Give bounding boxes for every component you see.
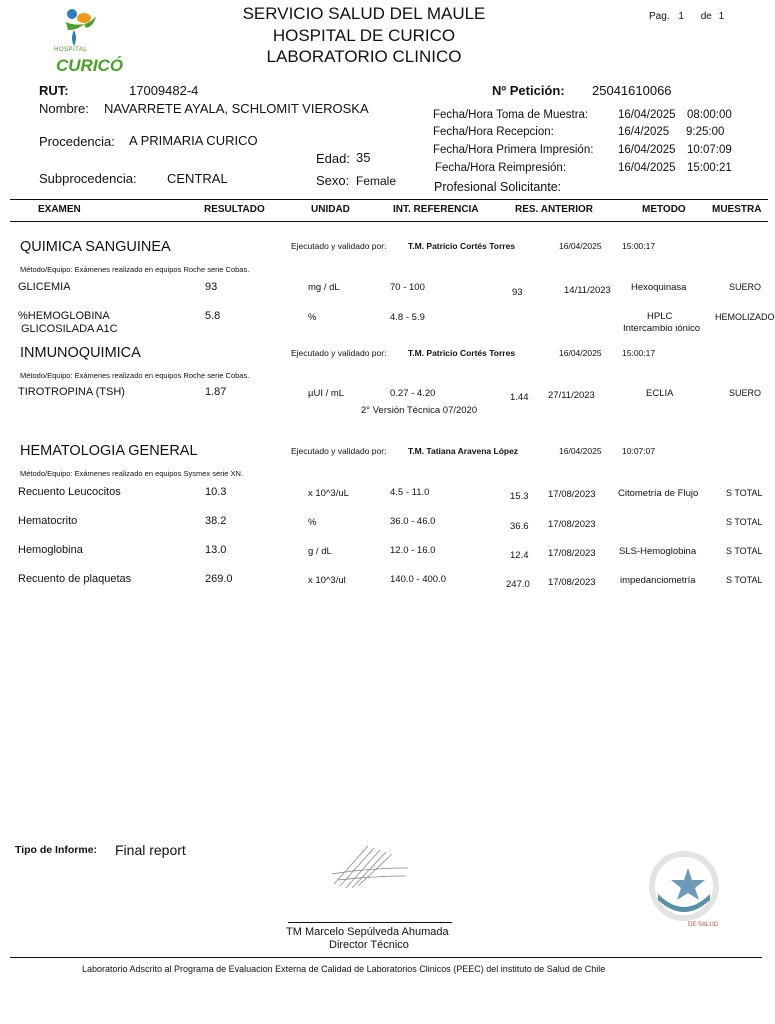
star-seal-icon — [648, 850, 720, 922]
hospital-logo — [44, 4, 124, 76]
header-bottom-line — [10, 221, 768, 222]
seal-text: DE SALUD — [688, 922, 719, 928]
procedencia-label: Procedencia: — [39, 134, 115, 149]
metodo-line-2: Intercambio iónico — [623, 323, 701, 334]
signature-line — [288, 922, 452, 923]
validator-name: T.M. Patricio Cortés Torres — [408, 348, 516, 358]
logo-icon — [44, 4, 124, 50]
examen-line-2: GLICOSILADA A1C — [21, 323, 118, 335]
col-muestra: MUESTRA — [712, 204, 762, 215]
title-line-2: HOSPITAL DE CURICO — [272, 26, 456, 45]
referencia: 4.5 - 11.0 — [390, 487, 430, 498]
method-note: Método/Equipo: Exámenes realizado en equipos Roche serie Cobas. — [20, 265, 250, 274]
resultado: 10.3 — [205, 486, 227, 498]
resultado: 269.0 — [205, 573, 233, 585]
rut-label: RUT: — [39, 83, 69, 98]
page-total: 1 — [718, 11, 725, 22]
report-type-value: Final report — [115, 842, 186, 858]
validation-date: 16/04/2025 — [559, 446, 602, 456]
anterior-fecha: 17/08/2023 — [548, 489, 596, 500]
reimpresion-label: Fecha/Hora Reimpresión: — [435, 162, 567, 174]
section-title-hemato: HEMATOLOGIA GENERAL — [20, 443, 198, 459]
title-line-3: LABORATORIO CLINICO — [266, 47, 462, 66]
recepcion-hora: 9:25:00 — [686, 126, 725, 138]
validation-time: 15:00:17 — [622, 348, 656, 358]
method-note: Método/Equipo: Exámenes realizado en equipos Sysmex serie XN. — [20, 469, 244, 478]
resultado: 38.2 — [205, 515, 227, 527]
primera-hora: 10:07:09 — [687, 144, 732, 156]
rut-value: 17009482-4 — [129, 83, 199, 98]
referencia: 0.27 - 4.20 — [390, 388, 436, 399]
footer-line — [10, 957, 762, 958]
validation-time: 10:07:07 — [622, 446, 656, 456]
metodo: SLS-Hemoglobina — [619, 546, 697, 557]
unidad: % — [308, 517, 317, 528]
anterior: 247.0 — [506, 579, 530, 590]
reimpresion-hora: 15:00:21 — [687, 162, 732, 174]
report-type-label: Tipo de Informe: — [15, 844, 98, 856]
muestra: SUERO — [729, 282, 762, 292]
toma-fecha: 16/04/2025 — [618, 109, 676, 121]
peticion-value: 25041610066 — [592, 83, 672, 98]
procedencia-value: A PRIMARIA CURICO — [129, 133, 258, 148]
examen: Hematocrito — [18, 515, 78, 527]
edad-value: 35 — [356, 150, 371, 165]
muestra: HEMOLIZADO — [715, 312, 775, 322]
metodo: Citometría de Flujo — [618, 488, 699, 499]
validation-time: 15:00:17 — [622, 241, 656, 251]
anterior-fecha: 14/11/2023 — [564, 285, 611, 296]
subprocedencia-value: CENTRAL — [167, 171, 228, 186]
referencia: 12.0 - 16.0 — [390, 545, 436, 556]
section-title-quimica: QUIMICA SANGUINEA — [20, 239, 171, 255]
anterior-fecha: 17/08/2023 — [548, 577, 596, 588]
signature-image — [328, 838, 412, 894]
resultado: 93 — [205, 281, 218, 293]
nombre-value: NAVARRETE AYALA, SCHLOMIT VIEROSKA — [104, 101, 369, 116]
validation-date: 16/04/2025 — [559, 241, 602, 251]
recepcion-fecha: 16/4/2025 — [618, 126, 670, 138]
muestra: S TOTAL — [726, 575, 763, 585]
muestra: S TOTAL — [726, 517, 763, 527]
anterior: 1.44 — [510, 392, 529, 403]
anterior: 15.3 — [510, 491, 529, 502]
validated-label: Ejecutado y validado por: — [291, 446, 387, 456]
unidad: x 10^3/ul — [308, 575, 346, 586]
anterior: 12.4 — [510, 550, 529, 561]
col-referencia: INT. REFERENCIA — [393, 204, 479, 215]
col-unidad: UNIDAD — [311, 204, 350, 215]
col-anterior: RES. ANTERIOR — [515, 204, 593, 215]
edad-label: Edad: — [316, 151, 350, 166]
anterior: 36.6 — [510, 521, 529, 532]
header-top-line — [10, 199, 768, 200]
primera-fecha: 16/04/2025 — [618, 144, 676, 156]
col-metodo: METODO — [642, 204, 686, 215]
examen: Hemoglobina — [18, 544, 83, 556]
referencia: 4.8 - 5.9 — [390, 312, 425, 323]
anterior: 93 — [512, 287, 523, 298]
page-num: 1 — [678, 11, 684, 22]
metodo: impedanciometría — [620, 575, 696, 586]
reference-note: 2° Versión Técnica 07/2020 — [361, 405, 478, 416]
muestra: S TOTAL — [726, 546, 763, 556]
page-label: Pag. — [649, 11, 670, 22]
recepcion-label: Fecha/Hora Recepcion: — [433, 126, 554, 138]
examen: GLICEMIA — [18, 281, 71, 293]
validated-label: Ejecutado y validado por: — [291, 241, 387, 251]
profesional-label: Profesional Solicitante: — [434, 180, 562, 194]
resultado: 13.0 — [205, 544, 227, 556]
peticion-label: Nº Petición: — [492, 83, 565, 98]
metodo: HPLC — [647, 311, 673, 322]
signer-name: TM Marcelo Sepúlveda Ahumada — [286, 926, 449, 938]
anterior-fecha: 27/11/2023 — [548, 390, 595, 401]
title-line-1: SERVICIO SALUD DEL MAULE — [242, 4, 486, 23]
toma-label: Fecha/Hora Toma de Muestra: — [433, 109, 589, 121]
section-title-inmuno: INMUNOQUIMICA — [20, 345, 141, 361]
col-examen: EXAMEN — [38, 204, 81, 215]
unidad: % — [308, 312, 317, 323]
muestra: SUERO — [729, 388, 762, 398]
logo-name: CURICÓ — [56, 56, 124, 75]
anterior-fecha: 17/08/2023 — [548, 548, 596, 559]
anterior-fecha: 17/08/2023 — [548, 519, 596, 530]
sexo-label: Sexo: — [316, 173, 350, 188]
unidad: µUI / mL — [308, 388, 345, 399]
unidad: g / dL — [308, 546, 332, 557]
page-of-label: de — [700, 11, 712, 22]
unidad: mg / dL — [308, 282, 340, 293]
examen: Recuento Leucocitos — [18, 486, 121, 498]
logo-small-text: HOSPITAL — [54, 47, 88, 53]
accreditation-seal — [648, 850, 720, 936]
sexo-value: Female — [356, 174, 397, 188]
peec-note: Laboratorio Adscrito al Programa de Evaluacion Externa de Calidad de Laboratorios Clinicos (PEEC) del instituto de Salud de Chile — [82, 964, 606, 974]
unidad: x 10^3/uL — [308, 488, 349, 499]
toma-hora: 08:00:00 — [687, 109, 732, 121]
subprocedencia-label: Subprocedencia: — [39, 171, 137, 186]
resultado: 1.87 — [205, 386, 227, 398]
referencia: 36.0 - 46.0 — [390, 516, 436, 527]
referencia: 140.0 - 400.0 — [390, 574, 446, 585]
validation-date: 16/04/2025 — [559, 348, 602, 358]
method-note: Método/Equipo: Exámenes realizado en equipos Roche serie Cobas. — [20, 371, 250, 380]
col-resultado: RESULTADO — [204, 204, 265, 215]
page-indicator — [649, 11, 724, 22]
referencia: 70 - 100 — [390, 282, 425, 293]
examen: Recuento de plaquetas — [18, 573, 132, 585]
primera-label: Fecha/Hora Primera Impresión: — [433, 144, 594, 156]
validator-name: T.M. Tatiana Aravena López — [408, 446, 519, 456]
signer-role: Director Técnico — [329, 939, 409, 951]
resultado: 5.8 — [205, 310, 221, 322]
reimpresion-fecha: 16/04/2025 — [618, 162, 676, 174]
examen: TIROTROPINA (TSH) — [18, 386, 125, 398]
examen: %HEMOGLOBINA — [18, 310, 110, 322]
validated-label: Ejecutado y validado por: — [291, 348, 387, 358]
muestra: S TOTAL — [726, 488, 763, 498]
nombre-label: Nombre: — [39, 101, 89, 116]
metodo: Hexoquinasa — [631, 282, 687, 293]
metodo: ECLIA — [646, 388, 674, 399]
validator-name: T.M. Patricio Cortés Torres — [408, 241, 516, 251]
